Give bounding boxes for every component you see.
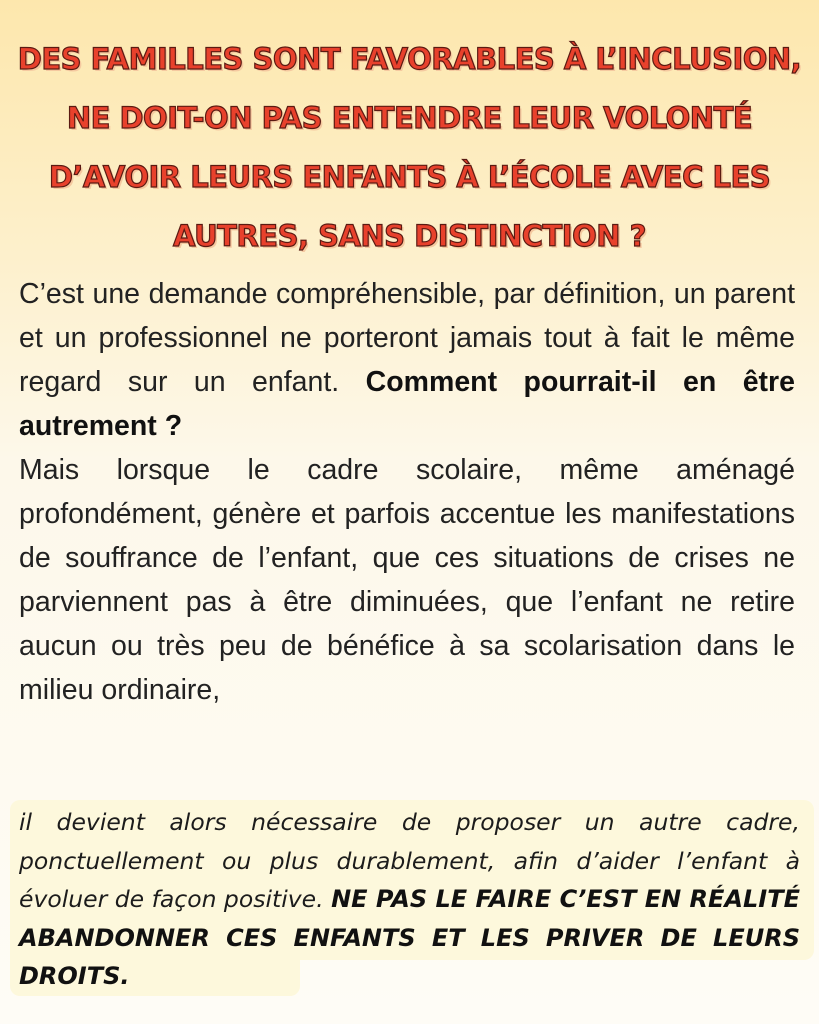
conclusion-italic: il devient alors nécessaire de proposer un autre cadre, ponctuellement ou plus durablement, afin d’aider l’enfant à évoluer de façon positive. xyxy=(19,808,800,913)
conclusion-highlight xyxy=(10,800,814,1000)
paragraph-intro-text: C’est une demande compréhensible, par définition, un parent et un professionnel ne porteront jamais tout à fait le même regard sur un enfant. xyxy=(19,278,795,398)
conclusion-text xyxy=(19,803,800,996)
paragraph-intro-emphasis: Comment pourrait-il en être autrement ? xyxy=(19,366,795,442)
paragraph-school-context: Mais lorsque le cadre scolaire, même aménagé profondément, génère et parfois accentue les manifestations de souffrance de l’enfant, que ces situations de crises ne parviennent pas à être diminuées, que l’enfant ne retire aucun ou très peu de bénéfice à sa scolarisation dans le milieu ordinaire, xyxy=(19,454,795,706)
paragraph-intro xyxy=(19,272,795,448)
body-text xyxy=(19,272,795,712)
page-title: DES FAMILLES SONT FAVORABLES À L’INCLUSION, NE DOIT-ON PAS ENTENDRE LEUR VOLONTÉ D’AVOIR LEURS ENFANTS À L’ÉCOLE AVEC LES AUTRES, SANS DISTINCTION ? xyxy=(17,42,802,253)
conclusion-bold: NE PAS LE FAIRE C’EST EN RÉALITÉ ABANDONNER CES ENFANTS ET LES PRIVER DE LEURS DROITS. xyxy=(19,885,800,990)
